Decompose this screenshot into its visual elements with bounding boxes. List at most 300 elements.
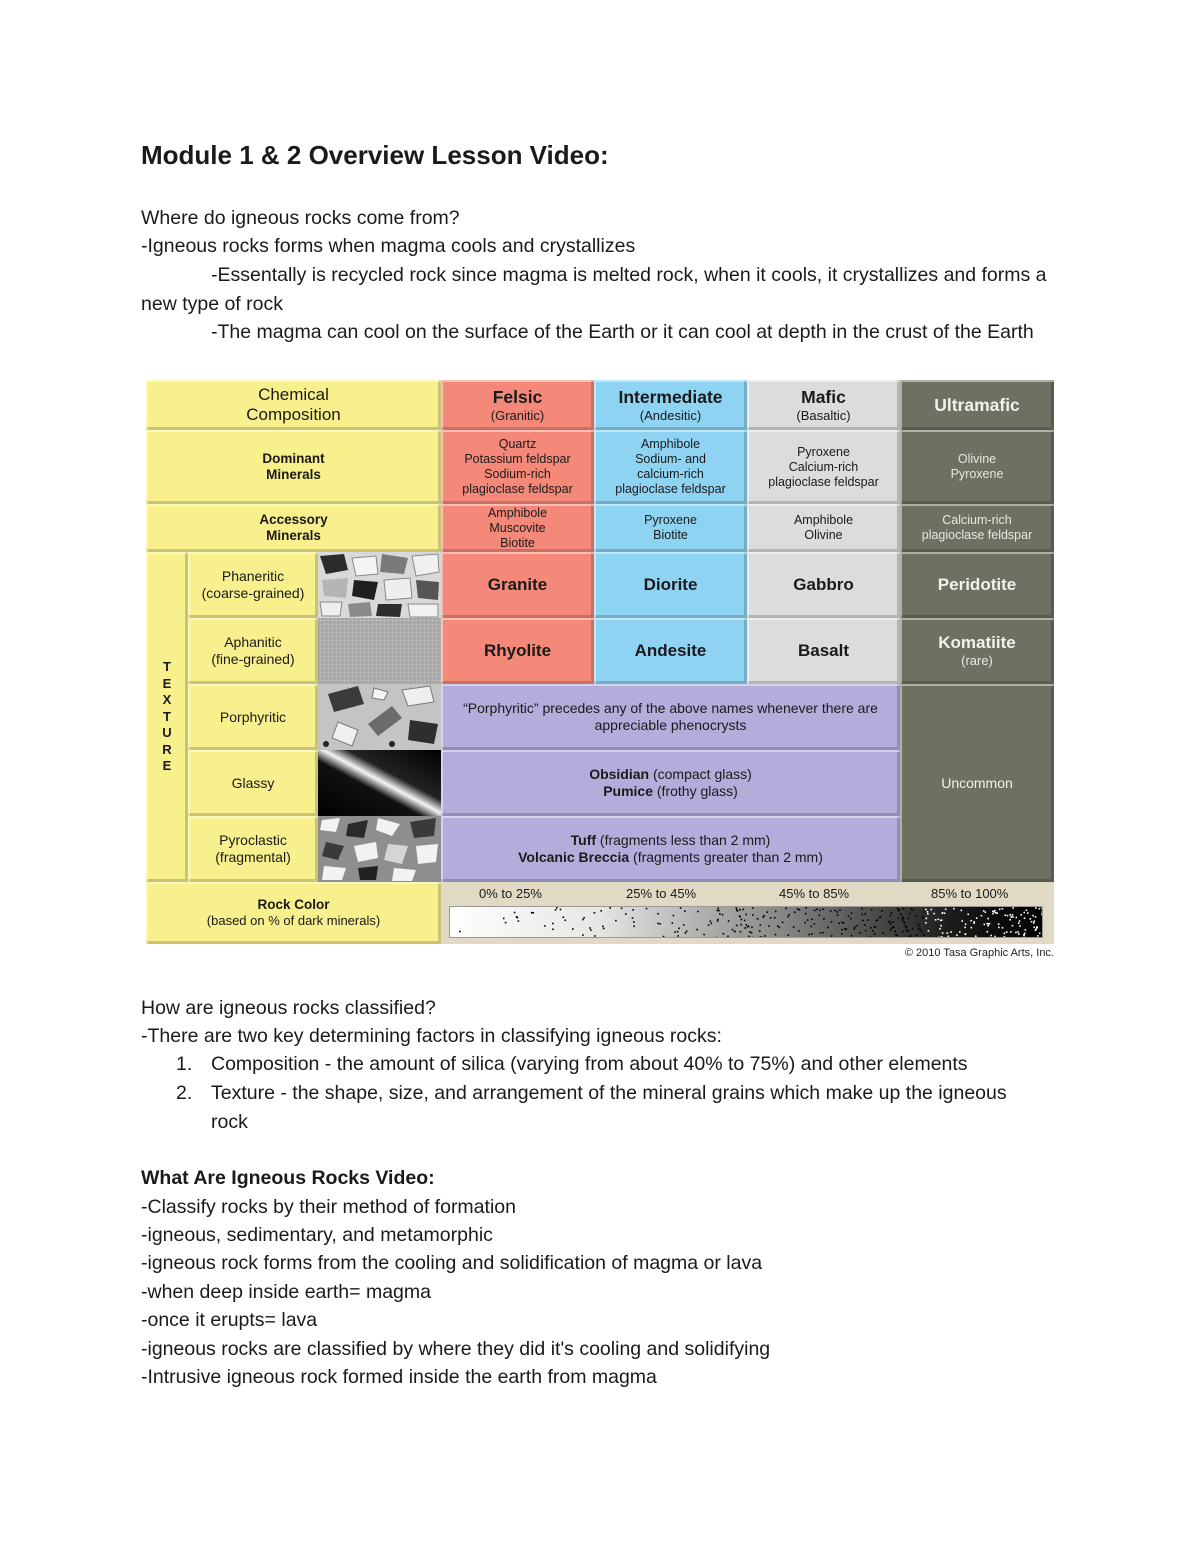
stipple-dot <box>841 933 843 935</box>
stipple-dot <box>967 914 969 916</box>
porphyritic-swatch-image <box>318 684 441 750</box>
mineral: Amphibole <box>793 513 854 527</box>
stipple-dot <box>633 926 635 928</box>
section1-line2 <box>141 261 1071 318</box>
texture-name: Aphanitic <box>224 634 282 651</box>
mineral: Sodium-rich <box>484 467 551 481</box>
stipple-dot <box>924 911 926 913</box>
stipple-dot <box>752 937 754 938</box>
stipple-dot <box>1006 931 1008 933</box>
stipple-dot <box>971 927 973 929</box>
stipple-dot <box>903 921 905 923</box>
row-label-line: Minerals <box>266 528 321 543</box>
stipple-dot <box>1017 931 1019 933</box>
stipple-dot <box>964 927 966 929</box>
list-item-2: Texture - the shape, size, and arrangement of the mineral grains which make up the igneous rock <box>211 1082 1007 1133</box>
stipple-dot <box>950 931 952 933</box>
stipple-dot <box>1031 921 1033 923</box>
stipple-dot <box>948 936 950 938</box>
stipple-dot <box>844 928 846 930</box>
stipple-dot <box>740 931 742 933</box>
stipple-dot <box>677 931 679 933</box>
stipple-dot <box>805 913 807 915</box>
stipple-dot <box>981 915 983 917</box>
corner-label-line: Chemical <box>258 384 329 404</box>
stipple-dot <box>1004 914 1006 916</box>
stipple-dot <box>1032 915 1034 917</box>
stipple-dot <box>811 926 813 928</box>
stipple-dot <box>680 907 682 909</box>
stipple-dot <box>959 931 961 933</box>
phaneritic-swatch-svg <box>318 552 441 618</box>
section3-heading: What Are Igneous Rocks Video: <box>141 1167 435 1189</box>
stipple-dot <box>881 910 883 912</box>
stipple-dot <box>1024 912 1026 914</box>
row-label-line: Dominant <box>262 450 325 466</box>
stipple-dot <box>1010 916 1012 918</box>
stipple-dot <box>944 912 946 914</box>
column-name: Ultramafic <box>934 394 1020 415</box>
stipple-dot <box>890 915 892 917</box>
stipple-dot <box>945 908 947 910</box>
stipple-dot <box>912 928 914 930</box>
pyro-rest-a: (fragments less than 2 mm) <box>596 832 771 849</box>
stipple-dot <box>609 907 611 909</box>
list-number-2: 2. <box>176 1082 193 1104</box>
stipple-dot <box>602 926 604 928</box>
column-sub: (Granitic) <box>490 407 545 423</box>
column-header-intermediate <box>594 380 747 430</box>
stipple-dot <box>703 934 705 936</box>
texture-letter: R <box>162 741 172 757</box>
mineral: plagioclase feldspar <box>615 482 726 496</box>
glassy-line-a <box>589 766 752 783</box>
stipple-dot <box>552 923 554 925</box>
stipple-dot <box>857 925 859 927</box>
stipple-dot <box>805 907 807 909</box>
stipple-dot <box>459 931 461 933</box>
stipple-dot <box>931 909 933 911</box>
stipple-dot <box>984 924 986 926</box>
section1-line1: -Igneous rocks forms when magma cools and crystallizes <box>141 235 636 257</box>
mineral: plagioclase feldspar <box>768 474 879 489</box>
glassy-swatch-svg <box>318 750 441 816</box>
stipple-dot <box>1036 927 1038 929</box>
column-name: Intermediate <box>618 386 723 407</box>
stipple-dot <box>998 927 1000 929</box>
stipple-dot <box>816 908 818 910</box>
texture-sub: (coarse-grained) <box>201 585 305 601</box>
stipple-dot <box>563 916 565 918</box>
rock-diorite <box>594 552 747 618</box>
stipple-dot <box>787 916 789 918</box>
stipple-dot <box>998 923 1000 925</box>
dark-mineral-gradient <box>449 906 1043 938</box>
stipple-dot <box>1018 922 1020 924</box>
stipple-dot <box>663 936 665 938</box>
stipple-dot <box>717 910 719 912</box>
stipple-dot <box>926 918 928 920</box>
stipple-dot <box>659 923 661 925</box>
stipple-dot <box>717 908 719 910</box>
texture-letter: T <box>163 659 171 675</box>
stipple-dot <box>861 914 863 916</box>
uncommon-text: Uncommon <box>941 774 1013 791</box>
glassy-swatch-image <box>318 750 441 816</box>
texture-sub: (fine-grained) <box>211 651 295 667</box>
row-label-line: Accessory <box>259 511 328 527</box>
stipple-dot <box>582 919 584 921</box>
stipple-dot <box>865 930 867 932</box>
stipple-dot <box>743 909 745 911</box>
stipple-dot <box>728 920 730 922</box>
stipple-dot <box>748 926 750 928</box>
pyroclastic-swatch-image <box>318 816 441 882</box>
stipple-dot <box>1018 933 1020 935</box>
stipple-dot <box>1024 917 1026 919</box>
stipple-dot <box>752 907 754 909</box>
stipple-dot <box>732 929 734 931</box>
rock-name: Basalt <box>797 640 850 660</box>
texture-name: Porphyritic <box>219 708 287 725</box>
stipple-dot <box>908 918 910 920</box>
stipple-dot <box>837 911 839 913</box>
stipple-dot <box>941 936 943 938</box>
stipple-dot <box>560 909 562 911</box>
stipple-dot <box>871 937 873 938</box>
stipple-dot <box>874 933 876 935</box>
pyroclastic-swatch-svg <box>318 816 441 882</box>
stipple-dot <box>739 916 741 918</box>
stipple-dot <box>895 934 897 936</box>
stipple-dot <box>503 918 505 920</box>
stipple-dot <box>751 932 753 934</box>
mineral: Potassium feldspar <box>464 452 571 466</box>
texture-porphyritic <box>188 684 318 750</box>
corner-label <box>146 380 441 430</box>
stipple-dot <box>777 925 779 927</box>
stipple-dot <box>1025 929 1027 931</box>
stipple-dot <box>594 935 596 937</box>
stipple-dot <box>893 921 895 923</box>
section3-line: -igneous rocks are classified by where they did it's cooling and solidifying <box>141 1338 771 1360</box>
stipple-dot <box>988 923 990 925</box>
stipple-dot <box>673 915 675 917</box>
igneous-classification-chart <box>146 380 1054 959</box>
stipple-dot <box>864 924 866 926</box>
stipple-dot <box>1019 925 1021 927</box>
glassy-rocks <box>441 750 900 816</box>
stipple-dot <box>505 922 507 924</box>
stipple-dot <box>739 909 741 911</box>
stipple-dot <box>1009 914 1011 916</box>
texture-phaneritic <box>188 552 318 618</box>
stipple-dot <box>686 931 688 933</box>
stipple-dot <box>891 912 893 914</box>
stipple-dot <box>1012 907 1014 909</box>
section3-line: -Intrusive igneous rock formed inside the earth from magma <box>141 1366 657 1388</box>
column-header-ultramafic <box>900 380 1054 430</box>
stipple-dot <box>672 922 674 924</box>
stipple-dot <box>1039 908 1041 910</box>
dominant-minerals-mafic <box>747 430 900 504</box>
pyro-bold-a: Tuff <box>570 832 597 849</box>
stipple-dot <box>621 908 623 910</box>
stipple-dot <box>632 917 634 919</box>
mineral: Pyroxene <box>950 467 1004 481</box>
stipple-dot <box>603 928 605 930</box>
color-range-label: 45% to 85% <box>779 886 850 901</box>
stipple-dot <box>633 921 635 923</box>
stipple-dot <box>811 919 813 921</box>
rock-name: Gabbro <box>793 574 854 594</box>
stipple-dot <box>890 929 892 931</box>
stipple-dot <box>518 920 520 922</box>
stipple-dot <box>993 911 995 913</box>
stipple-dot <box>916 937 918 938</box>
stipple-dot <box>716 937 718 938</box>
column-sub: (Andesitic) <box>639 407 702 423</box>
stipple-dot <box>711 923 713 925</box>
stipple-dot <box>1007 915 1009 917</box>
corner-label-line: Composition <box>246 405 341 424</box>
mineral: Quartz <box>498 437 537 451</box>
stipple-dot <box>918 925 920 927</box>
stipple-dot <box>759 930 761 932</box>
stipple-dot <box>942 912 944 914</box>
rock-name: Diorite <box>643 574 698 594</box>
stipple-dot <box>976 917 978 919</box>
stipple-dot <box>740 924 742 926</box>
stipple-dot <box>872 930 874 932</box>
stipple-dot <box>582 934 584 936</box>
stipple-dot <box>1002 927 1004 929</box>
stipple-dot <box>745 914 747 916</box>
stipple-dot <box>1030 918 1032 920</box>
mineral: Biotite <box>500 535 535 550</box>
stipple-dot <box>697 911 699 913</box>
stipple-dot <box>970 920 972 922</box>
stipple-dot <box>1024 933 1026 935</box>
stipple-dot <box>1033 927 1035 929</box>
phaneritic-swatch-image <box>318 552 441 618</box>
column-name: Felsic <box>492 386 543 407</box>
stipple-dot <box>762 937 764 938</box>
texture-name: Phaneritic <box>221 568 285 585</box>
column-header-felsic <box>441 380 594 430</box>
section3-line: -Classify rocks by their method of formation <box>141 1196 516 1218</box>
glassy-rest-a: (compact glass) <box>649 766 752 783</box>
stipple-dot <box>831 935 833 937</box>
stipple-dot <box>1020 914 1022 916</box>
rock-granite <box>441 552 594 618</box>
rock-name: Granite <box>487 574 548 594</box>
texture-aphanitic <box>188 618 318 684</box>
stipple-dot <box>1042 911 1043 913</box>
stipple-dot <box>657 923 659 925</box>
stipple-dot <box>531 912 533 914</box>
stipple-dot <box>615 920 617 922</box>
stipple-dot <box>843 922 845 924</box>
stipple-dot <box>871 909 873 911</box>
stipple-dot <box>764 935 766 937</box>
stipple-dot <box>947 932 949 934</box>
list-number-1: 1. <box>176 1053 193 1075</box>
stipple-dot <box>717 920 719 922</box>
stipple-dot <box>860 932 862 934</box>
stipple-dot <box>710 921 712 923</box>
stipple-dot <box>939 928 941 930</box>
stipple-dot <box>752 914 754 916</box>
mineral: Biotite <box>653 528 688 542</box>
dominant-minerals-label <box>146 430 441 504</box>
stipple-dot <box>684 910 686 912</box>
stipple-dot <box>841 922 843 924</box>
stipple-dot <box>961 920 963 922</box>
stipple-dot <box>861 908 863 910</box>
rock-color-scale <box>441 882 1054 944</box>
stipple-dot <box>696 929 698 931</box>
stipple-dot <box>942 932 944 934</box>
stipple-dot <box>910 908 912 910</box>
stipple-dot <box>935 919 937 921</box>
stipple-dot <box>751 937 753 938</box>
stipple-dot <box>915 915 917 917</box>
row-label-line: Minerals <box>266 467 321 482</box>
stipple-dot <box>916 934 918 936</box>
mineral: Pyroxene <box>644 513 697 527</box>
dominant-minerals-intermediate <box>594 430 747 504</box>
mineral: Olivine <box>804 528 843 542</box>
note-line: “Porphyritic” precedes any of the above names whenever there are <box>463 700 878 717</box>
stipple-dot <box>685 932 687 934</box>
stipple-dot <box>798 930 800 932</box>
stipple-dot <box>775 934 777 936</box>
stipple-dot <box>583 917 585 919</box>
stipple-dot <box>544 925 546 927</box>
stipple-dot <box>854 928 856 930</box>
stipple-dot <box>965 934 967 936</box>
stipple-dot <box>923 934 925 936</box>
texture-letter: T <box>163 708 171 724</box>
stipple-dot <box>891 928 893 930</box>
stipple-dot <box>533 912 535 914</box>
stipple-dot <box>893 927 895 929</box>
glassy-line-b <box>603 783 738 800</box>
stipple-dot <box>744 927 746 929</box>
stipple-dot <box>905 927 907 929</box>
stipple-dot <box>927 911 929 913</box>
stipple-dot <box>779 927 781 929</box>
dominant-minerals-felsic <box>441 430 594 504</box>
stipple-dot <box>677 935 679 937</box>
stipple-dot <box>808 934 810 936</box>
stipple-dot <box>850 918 852 920</box>
stipple-dot <box>556 907 558 909</box>
stipple-dot <box>774 917 776 919</box>
stipple-dot <box>1035 916 1037 918</box>
stipple-dot <box>925 909 927 911</box>
stipple-dot <box>683 924 685 926</box>
stipple-dot <box>1035 907 1037 909</box>
rock-name: Andesite <box>634 640 707 660</box>
stipple-dot <box>741 919 743 921</box>
stipple-dot <box>940 925 942 927</box>
stipple-dot <box>1010 931 1012 933</box>
stipple-dot <box>928 930 930 932</box>
stipple-dot <box>910 936 912 938</box>
stipple-dot <box>674 931 676 933</box>
stipple-dot <box>793 926 795 928</box>
stipple-dot <box>785 908 787 910</box>
color-range-label: 0% to 25% <box>479 886 542 901</box>
stipple-dot <box>854 926 856 928</box>
stipple-dot <box>625 913 627 915</box>
stipple-dot <box>717 919 719 921</box>
mineral: calcium-rich <box>637 467 704 481</box>
stipple-dot <box>920 929 922 931</box>
rock-name: Komatiite <box>938 633 1016 652</box>
rock-name: Peridotite <box>937 574 1017 594</box>
texture-letter: E <box>162 675 172 691</box>
stipple-dot <box>841 929 843 931</box>
stipple-dot <box>882 932 884 934</box>
texture-pyroclastic <box>188 816 318 882</box>
section3-line: -once it erupts= lava <box>141 1309 318 1331</box>
stipple-dot <box>757 918 759 920</box>
stipple-dot <box>921 931 923 933</box>
section3-line: -igneous, sedimentary, and metamorphic <box>141 1224 493 1246</box>
rock-note: (rare) <box>961 653 993 669</box>
stipple-dot <box>999 909 1001 911</box>
stipple-dot <box>1041 914 1043 916</box>
stipple-dot <box>799 909 801 911</box>
stipple-dot <box>814 923 816 925</box>
stipple-dot <box>965 924 967 926</box>
section3-line: -when deep inside earth= magma <box>141 1281 431 1303</box>
stipple-dot <box>870 927 872 929</box>
stipple-dot <box>1033 922 1035 924</box>
glassy-bold-a: Obsidian <box>589 766 650 783</box>
stipple-dot <box>827 927 829 929</box>
column-name: Mafic <box>801 386 846 407</box>
stipple-dot <box>902 931 904 933</box>
stipple-dot <box>902 916 904 918</box>
stipple-dot <box>830 910 832 912</box>
stipple-dot <box>819 910 821 912</box>
rock-andesite <box>594 618 747 684</box>
accessory-minerals-intermediate <box>594 504 747 552</box>
stipple-dot <box>848 915 850 917</box>
stipple-dot <box>918 928 920 930</box>
stipple-dot <box>834 910 836 912</box>
mineral: Amphibole <box>487 505 548 520</box>
texture-name: Pyroclastic <box>219 832 287 849</box>
aphanitic-swatch-svg <box>318 618 441 684</box>
mineral: Olivine <box>957 452 997 466</box>
stipple-dot <box>736 907 738 909</box>
stipple-dot <box>514 912 516 914</box>
stipple-dot <box>1004 933 1006 935</box>
stipple-dot <box>831 921 833 923</box>
stipple-dot <box>846 928 848 930</box>
stipple-dot <box>1019 920 1021 922</box>
stipple-dot <box>839 909 841 911</box>
accessory-minerals-felsic <box>441 504 594 552</box>
stipple-dot <box>751 927 753 929</box>
stipple-dot <box>782 922 784 924</box>
pyro-line-b <box>518 849 823 866</box>
